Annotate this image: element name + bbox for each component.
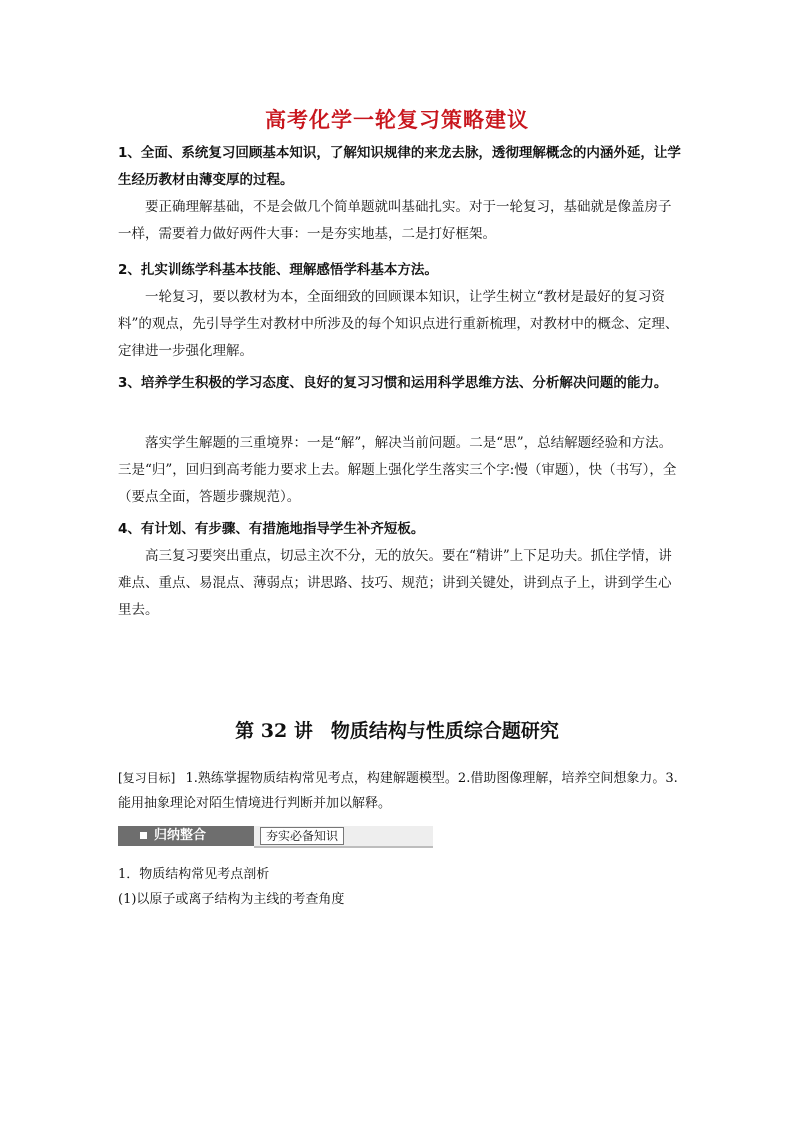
section-1: [118, 140, 683, 248]
section-heading: 4、有计划、有步骤、有措施地指导学生补齐短板。: [118, 521, 425, 537]
section-body: 落实学生解题的三重境界：一是“解”，解决当前问题。二是“思”，总结解题经验和方法。三是“归”，回归到高考能力要求上去。解题上强化学生落实三个字:慢（审题），快（书写），全（要点全面，答题步骤规范）。: [118, 435, 677, 505]
lecture-number: 第 32 讲: [235, 720, 313, 742]
section-body: 一轮复习，要以教材为本，全面细致的回顾课本知识，让学生树立“教材是最好的复习资料”的观点，先引导学生对教材中所涉及的每个知识点进行重新梳理，对教材中的概念、定理、定律进一步强化理解。: [118, 289, 679, 359]
section-4: [118, 516, 683, 624]
section-heading: 3、培养学生积极的学习态度、良好的复习习惯和运用科学思维方法、分析解决问题的能力。: [118, 375, 668, 391]
outline-item-1: 1．物质结构常见考点剖析: [118, 867, 270, 882]
banner-main-label: 归纳整合: [154, 828, 207, 843]
review-goal: [118, 766, 683, 816]
section-2: [118, 257, 683, 365]
lecture-title: [0, 716, 794, 743]
lecture-name: 物质结构与性质综合题研究: [330, 720, 559, 742]
banner-main: [118, 826, 254, 846]
review-goal-text: 1.熟练掌握物质结构常见考点，构建解题模型。2.借助图像理解，培养空间想象力。3.能用抽象理论对陌生情境进行判断并加以解释。: [118, 771, 678, 811]
section-heading: 1、全面、系统复习回顾基本知识，了解知识规律的来龙去脉，透彻理解概念的内涵外延，让学生经历教材由薄变厚的过程。: [118, 145, 681, 188]
section-3: [118, 370, 683, 397]
section-3-body-wrap: [118, 430, 683, 511]
section-body: 要正确理解基础，不是会做几个简单题就叫基础扎实。对于一轮复习，基础就是像盖房子一样，需要着力做好两件大事：一是夯实地基，二是打好框架。: [118, 199, 672, 242]
square-bullet-icon: [140, 832, 147, 839]
banner-tag: 夯实必备知识: [260, 827, 344, 845]
section-banner: [118, 826, 433, 848]
outline-item-1-1: (1)以原子或离子结构为主线的考查角度: [118, 892, 345, 907]
banner-strip: [254, 826, 433, 848]
section-heading: 2、扎实训练学科基本技能、理解感悟学科基本方法。: [118, 262, 438, 278]
review-goal-label: [复习目标]: [118, 771, 176, 785]
section-body: 高三复习要突出重点，切忌主次不分，无的放矢。要在“精讲”上下足功夫。抓住学情，讲难点、重点、易混点、薄弱点；讲思路、技巧、规范；讲到关键处，讲到点子上，讲到学生心里去。: [118, 548, 672, 618]
page-title: 高考化学一轮复习策略建议: [265, 108, 529, 132]
